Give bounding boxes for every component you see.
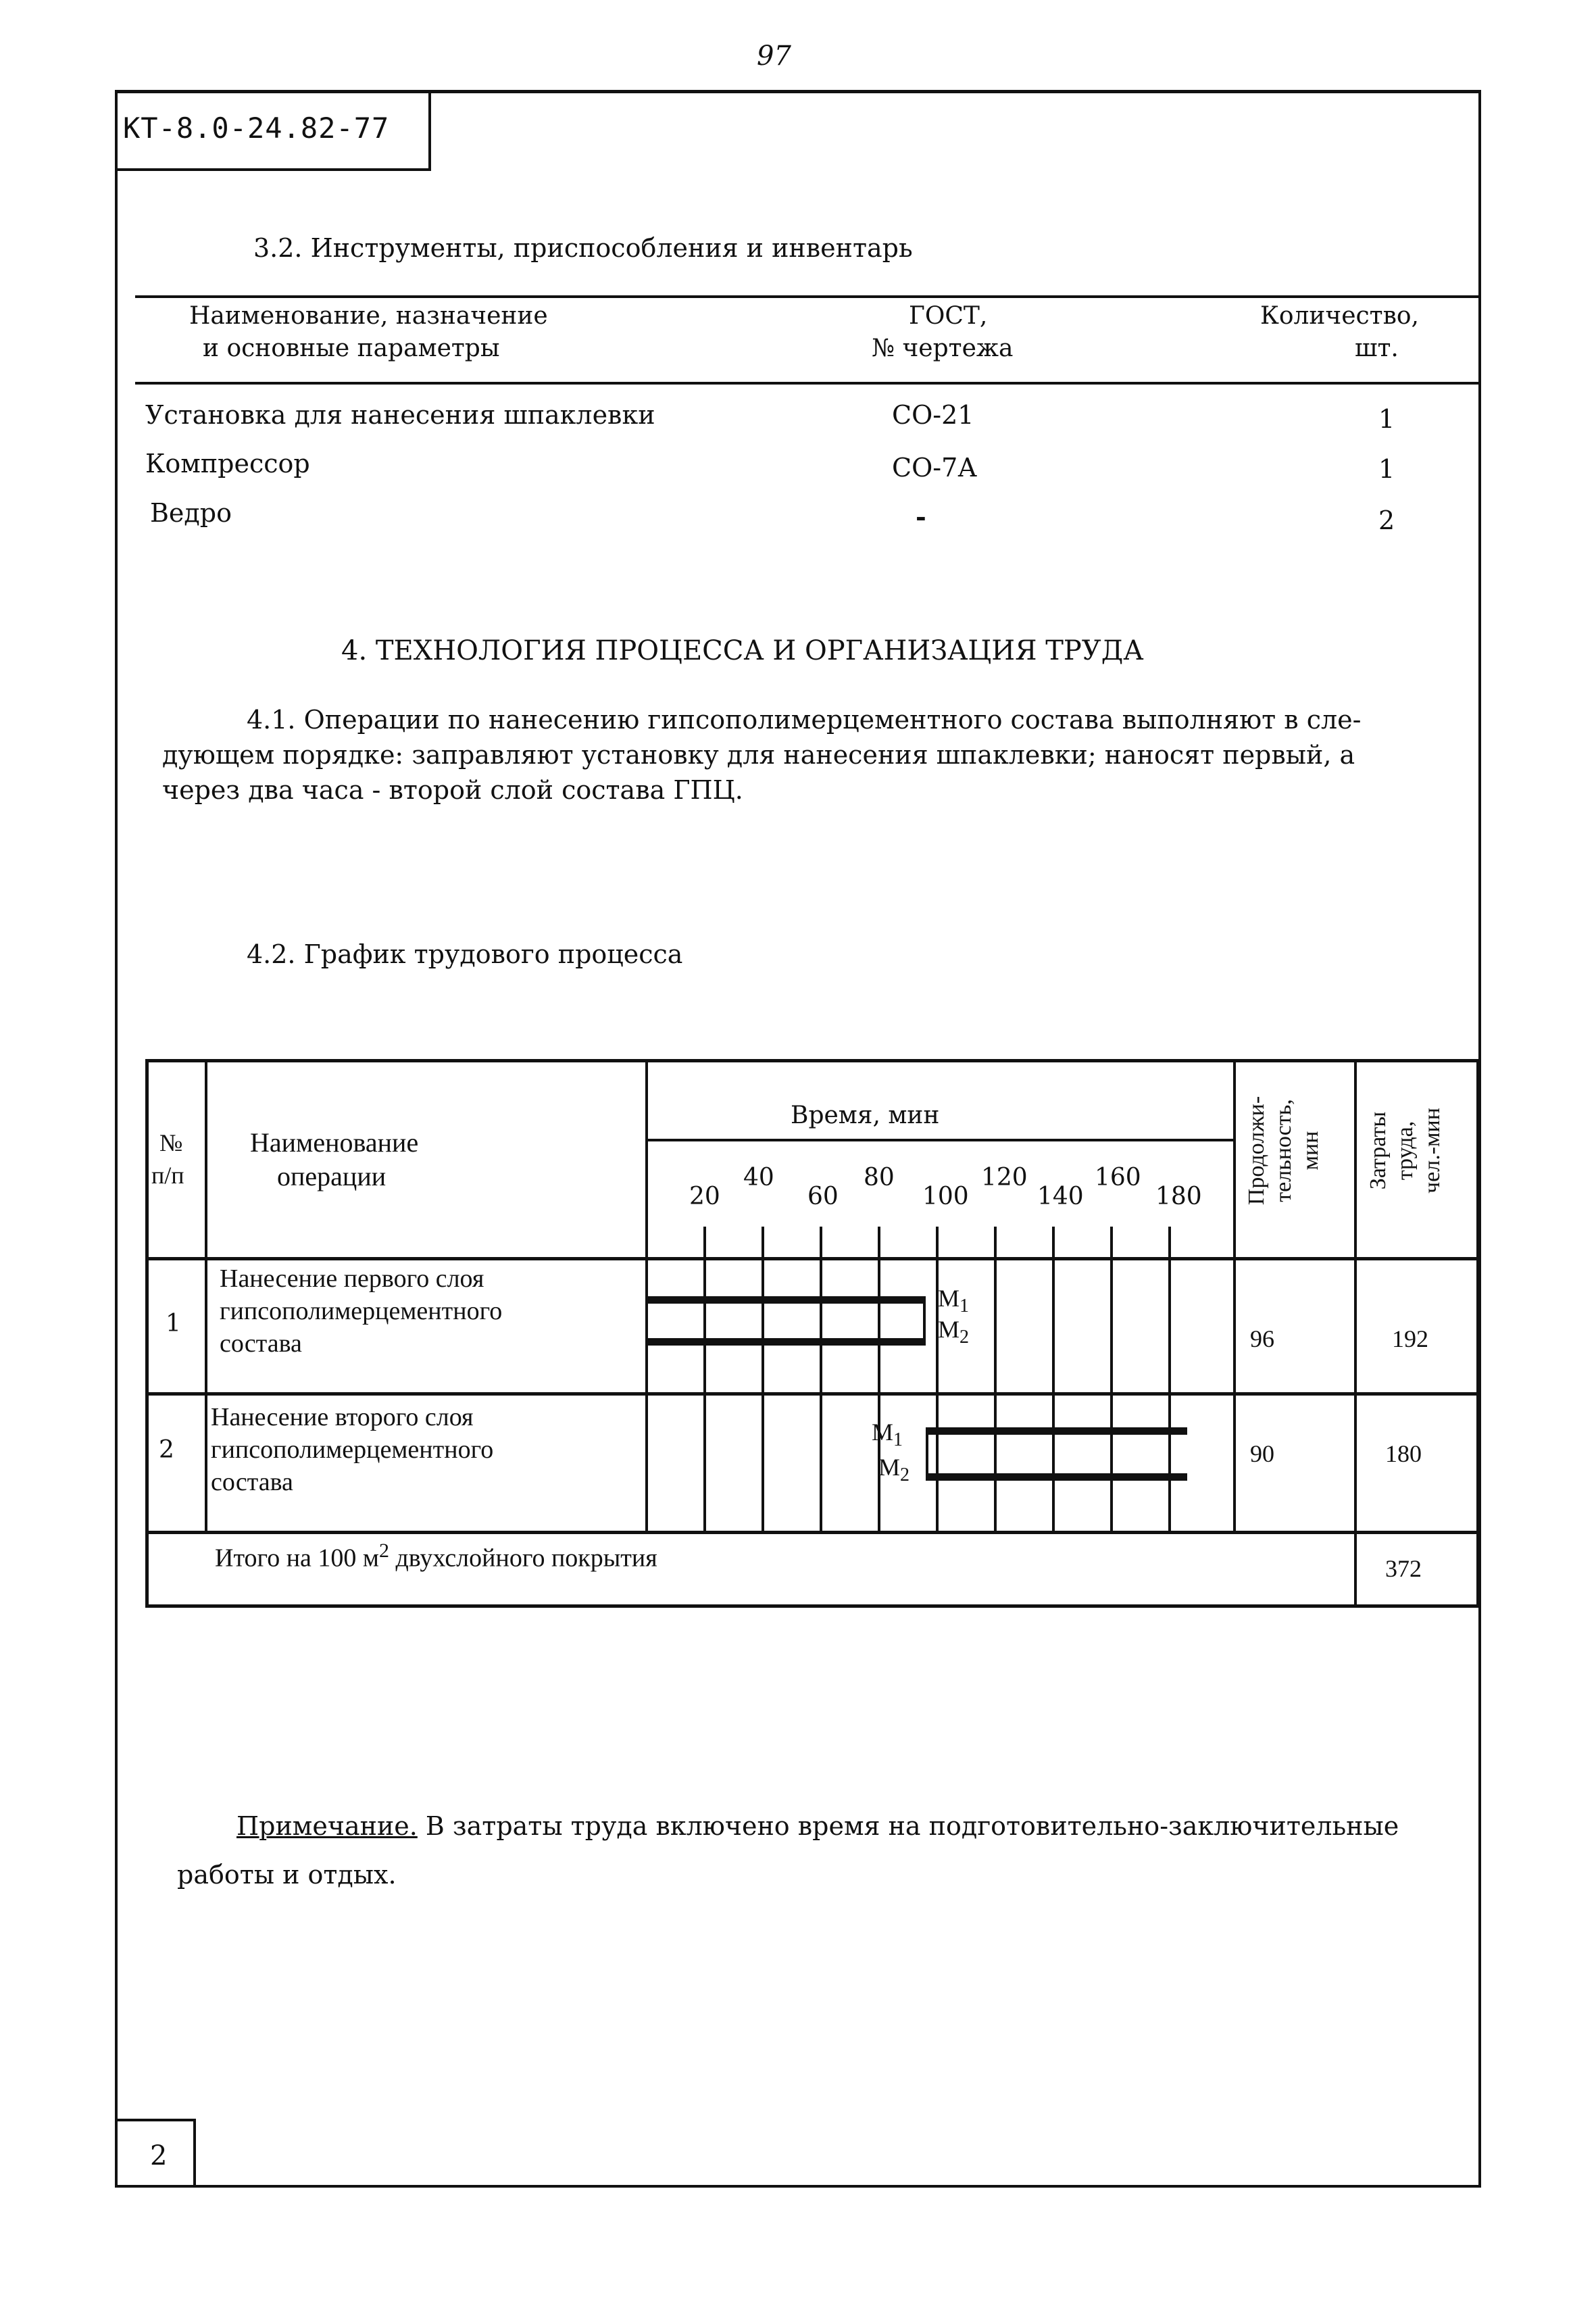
row-1-op-3: состава xyxy=(220,1329,302,1358)
total-value: 372 xyxy=(1385,1555,1422,1582)
section-3-2-title: 3.2. Инструменты, приспособления и инвентарь xyxy=(253,233,913,263)
header-time: Время, мин xyxy=(791,1102,940,1129)
row-1-op-2: гипсополимерцементного xyxy=(220,1297,503,1325)
tools-header-qty-1: Количество, xyxy=(1260,302,1419,330)
row-2-op-1: Нанесение второго слоя xyxy=(211,1403,474,1431)
tick-label-40: 40 xyxy=(743,1164,774,1191)
header-labor xyxy=(1365,1061,1446,1240)
col-line-duration xyxy=(1354,1059,1357,1608)
time-gridline-160 xyxy=(1110,1227,1113,1531)
row-2-op-3: состава xyxy=(211,1468,293,1496)
header-num-1: № xyxy=(159,1129,183,1156)
row-1-num: 1 xyxy=(166,1310,181,1337)
sheet-number: 2 xyxy=(150,2140,168,2171)
tools-header-qty-2: шт. xyxy=(1355,335,1399,362)
tick-label-20: 20 xyxy=(689,1183,720,1210)
tick-label-60: 60 xyxy=(807,1183,839,1210)
header-duration-2: тельность, xyxy=(1271,1099,1296,1202)
tools-row-2-name: Компрессор xyxy=(145,449,310,478)
header-op-2: операции xyxy=(277,1161,386,1191)
row-2-labor: 180 xyxy=(1385,1440,1422,1467)
header-bottom-rule xyxy=(145,1257,1480,1260)
row-2-worker-2-label: $М_2$ xyxy=(878,1454,910,1486)
row-1-bottom-rule xyxy=(145,1392,1480,1396)
col-line-op xyxy=(645,1059,648,1532)
tools-table-top-rule xyxy=(135,295,1480,298)
tools-row-1-name: Установка для нанесения шпаклевки xyxy=(145,400,655,430)
section-4-2-title: 4.2. График трудового процесса xyxy=(247,939,683,969)
time-gridline-120 xyxy=(994,1227,997,1531)
para-4-1-line-2: дующем порядке: заправляют установку для нанесения шпаклевки; наносят первый, а xyxy=(162,740,1355,770)
tools-row-3-name: Ведро xyxy=(150,498,232,528)
time-gridline-180 xyxy=(1168,1227,1171,1531)
note-label: Примечание. xyxy=(236,1811,418,1841)
row-1-op-1: Нанесение первого слоя xyxy=(220,1264,484,1293)
tick-label-100: 100 xyxy=(922,1183,969,1210)
row-1-worker-2-label: $М_2$ xyxy=(938,1316,970,1348)
para-4-1-line-1: 4.1. Операции по нанесению гипсополимерцементного состава выполняют в сле- xyxy=(247,705,1362,735)
para-4-1-line-3: через два часа - второй слой состава ГПЦ. xyxy=(162,775,743,805)
header-labor-1: Затраты xyxy=(1366,1111,1391,1190)
tools-row-3-qty: 2 xyxy=(1378,506,1395,535)
row-1-worker-1-bar xyxy=(647,1296,926,1304)
col-line-num xyxy=(205,1059,207,1532)
tools-header-name-1: Наименование, назначение xyxy=(189,302,548,330)
tick-label-180: 180 xyxy=(1155,1183,1202,1210)
tools-row-1-gost: СО-21 xyxy=(892,400,974,430)
row-1-bar-connector xyxy=(923,1296,926,1346)
tick-label-120: 120 xyxy=(981,1164,1028,1191)
time-gridline-20 xyxy=(703,1227,706,1531)
header-op-1: Наименование xyxy=(250,1127,419,1158)
tick-label-140: 140 xyxy=(1037,1183,1084,1210)
header-duration xyxy=(1243,1061,1324,1240)
page-number: 97 xyxy=(757,41,791,72)
time-header-rule xyxy=(645,1139,1235,1141)
row-1-worker-2-bar xyxy=(647,1338,926,1346)
tools-header-gost-2: № чертежа xyxy=(872,335,1014,362)
tools-header-name-2: и основные параметры xyxy=(203,335,500,362)
tick-label-160: 160 xyxy=(1095,1164,1141,1191)
row-2-op-2: гипсополимерцементного xyxy=(211,1435,494,1464)
row-1-worker-1-label: $М_1$ xyxy=(938,1285,970,1317)
tools-row-3-gost: - xyxy=(916,501,926,532)
row-2-bottom-rule xyxy=(145,1531,1480,1534)
row-2-worker-2-bar xyxy=(926,1473,1187,1481)
row-1-labor: 192 xyxy=(1392,1325,1428,1352)
time-gridline-100 xyxy=(936,1227,939,1531)
total-label: Итого на 100 $м^2$ двухслойного покрытия xyxy=(215,1540,657,1573)
row-2-bar-connector xyxy=(926,1427,928,1481)
time-gridline-60 xyxy=(820,1227,822,1531)
row-2-worker-1-bar xyxy=(926,1427,1187,1435)
header-labor-3: чел.-мин xyxy=(1420,1108,1445,1193)
note-line-1: Примечание. В затраты труда включено время на подготовительно-заключительные xyxy=(236,1811,1399,1841)
section-4-title: 4. ТЕХНОЛОГИЯ ПРОЦЕССА И ОРГАНИЗАЦИЯ ТРУДА xyxy=(341,635,1144,666)
row-2-worker-1-label: $М_1$ xyxy=(872,1419,903,1451)
header-duration-1: Продолжи- xyxy=(1244,1096,1269,1206)
header-labor-2: труда, xyxy=(1393,1121,1418,1181)
doc-code: КТ-8.0-24.82-77 xyxy=(123,112,390,145)
header-duration-3: мин xyxy=(1298,1131,1323,1171)
tools-table-header-rule xyxy=(135,382,1480,385)
row-2-duration: 90 xyxy=(1250,1440,1274,1467)
tools-row-2-gost: СО-7А xyxy=(892,453,978,483)
tools-header-gost-1: ГОСТ, xyxy=(909,302,988,330)
tick-label-80: 80 xyxy=(864,1164,895,1191)
col-line-time xyxy=(1233,1059,1236,1532)
tools-row-1-qty: 1 xyxy=(1378,404,1395,434)
time-gridline-40 xyxy=(762,1227,764,1531)
time-gridline-140 xyxy=(1052,1227,1055,1531)
note-line-2: работы и отдых. xyxy=(177,1860,397,1890)
tools-row-2-qty: 1 xyxy=(1378,454,1395,484)
header-num-2: п/п xyxy=(151,1162,184,1189)
row-1-duration: 96 xyxy=(1250,1325,1274,1352)
row-2-num: 2 xyxy=(159,1436,174,1464)
